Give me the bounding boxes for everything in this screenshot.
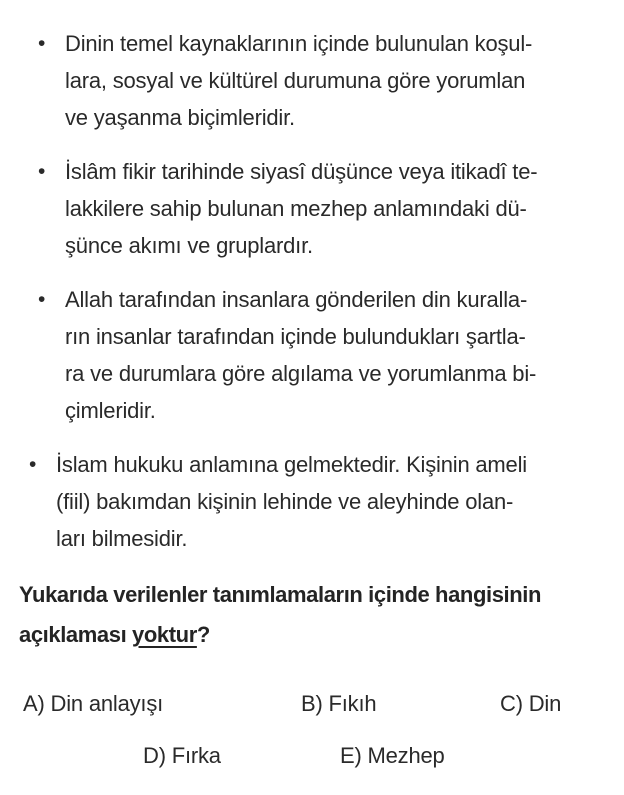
bullet-text-line: (fiil) bakımdan kişinin lehinde ve aleyhinde olan-	[56, 489, 514, 514]
bullet-text-line: şünce akımı ve gruplardır.	[65, 233, 313, 258]
bullet-text	[65, 153, 604, 264]
bullet-text-line: ve yaşanma biçimleridir.	[65, 105, 295, 130]
bullet-text-line: İslâm fikir tarihinde siyasî düşünce veya itikadî te-	[65, 159, 538, 184]
bullet-icon: •	[38, 32, 46, 55]
bullet-text-line: lara, sosyal ve kültürel durumuna göre yorumlan	[65, 68, 526, 93]
bullet-item	[38, 281, 604, 429]
bullet-text	[56, 446, 604, 557]
bullet-icon: •	[29, 453, 37, 476]
bullet-text-line: rın insanlar tarafından içinde bulundukları şartla-	[65, 324, 526, 349]
question-text	[19, 575, 604, 655]
answer-options	[0, 685, 624, 795]
bullet-text-line: çimleridir.	[65, 398, 156, 423]
bullet-item	[29, 446, 604, 557]
bullet-text-line: Dinin temel kaynaklarının içinde bulunulan koşul-	[65, 31, 533, 56]
bullet-item	[38, 153, 604, 264]
option-d: D) Fırka	[143, 743, 221, 768]
option-b: B) Fıkıh	[301, 691, 377, 716]
bullet-text-line: İslam hukuku anlamına gelmektedir. Kişinin ameli	[56, 452, 527, 477]
bullet-text	[65, 25, 604, 136]
bullet-icon: •	[38, 288, 46, 311]
bullet-text-line: ra ve durumlara göre algılama ve yorumlanma bi-	[65, 361, 537, 386]
question-line	[19, 615, 604, 655]
bullet-text	[65, 281, 604, 429]
question-line: Yukarıda verilenler tanımlamaların içinde hangisinin	[19, 582, 542, 607]
bullet-text-line: lakkilere sahip bulunan mezhep anlamındaki dü-	[65, 196, 527, 221]
question-mark: ?	[196, 622, 210, 647]
option-e: E) Mezhep	[340, 743, 445, 768]
question-line-prefix: açıklaması	[19, 622, 133, 647]
bullet-item	[38, 25, 604, 136]
option-c: C) Din	[500, 691, 562, 716]
underlined-word: yoktur	[132, 622, 197, 647]
bullet-text-line: Allah tarafından insanlara gönderilen din kuralla-	[65, 287, 528, 312]
option-a: A) Din anlayışı	[23, 691, 164, 716]
bullet-icon: •	[38, 160, 46, 183]
bullet-text-line: ları bilmesidir.	[56, 526, 188, 551]
